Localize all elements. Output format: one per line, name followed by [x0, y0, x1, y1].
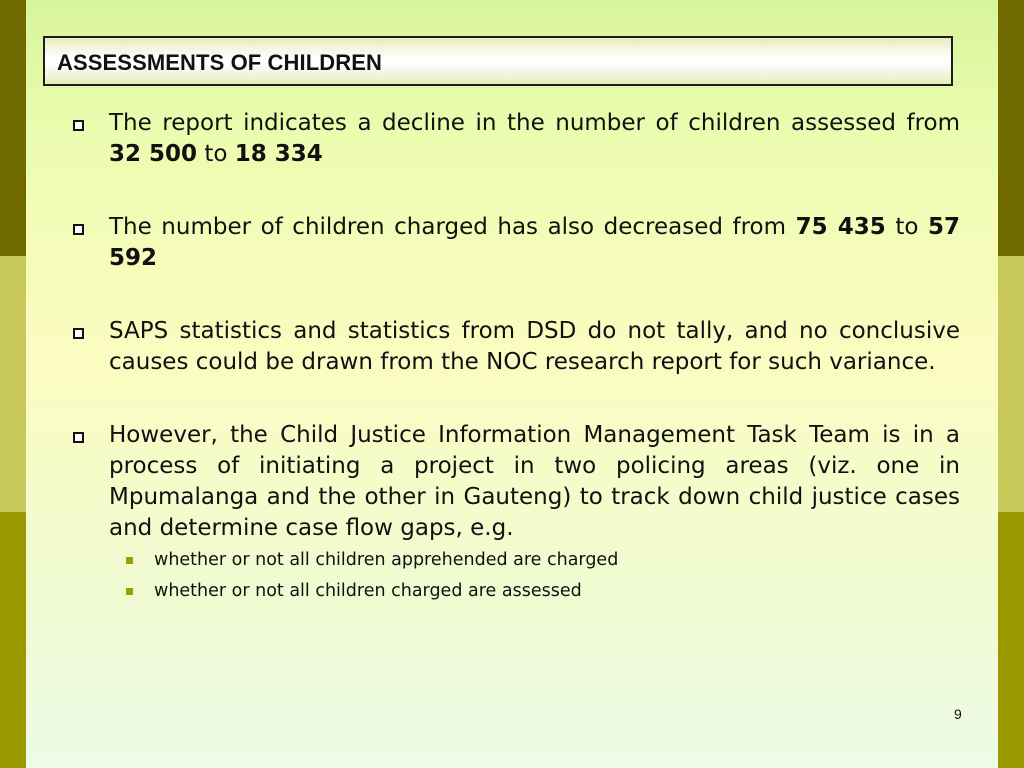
- sub-bullet-item: [70, 546, 960, 575]
- bullet-text: SAPS statistics and statistics from DSD do not tally, and no conclusive causes could be drawn from the NOC research report for such variance.: [109, 318, 960, 375]
- hollow-square-bullet-icon: [73, 328, 84, 339]
- title-box: [43, 36, 953, 86]
- right-band-middle: [998, 256, 1024, 512]
- filled-square-bullet-icon: [126, 588, 133, 595]
- filled-square-bullet-icon: [126, 557, 133, 564]
- page-number: 9: [954, 706, 962, 722]
- bullet-list: [70, 108, 960, 606]
- bullet-item: [70, 212, 960, 274]
- sub-bullet-text: whether or not all children charged are assessed: [154, 581, 582, 601]
- bullet-number: 32 500: [109, 141, 198, 167]
- left-band-middle: [0, 256, 26, 512]
- bullet-text: The report indicates a decline in the number of children assessed from: [109, 110, 960, 136]
- bullet-number: 75 435: [795, 214, 886, 240]
- hollow-square-bullet-icon: [73, 224, 84, 235]
- sub-bullet-text: whether or not all children apprehended are charged: [154, 550, 619, 570]
- bullet-item: [70, 108, 960, 170]
- bullet-text: to: [197, 141, 235, 167]
- bullet-item: [70, 420, 960, 544]
- bullet-text: However, the Child Justice Information Management Task Team is in a process of initiating a project in two policing areas (viz. one in Mpumalanga and the other in Gauteng) to track down child justice cases and determine case flow gaps, e.g.: [109, 422, 960, 541]
- right-band-top: [998, 0, 1024, 256]
- hollow-square-bullet-icon: [73, 432, 84, 443]
- sub-bullet-item: [70, 577, 960, 606]
- hollow-square-bullet-icon: [73, 120, 84, 131]
- bullet-text: to: [885, 214, 928, 240]
- bullet-number: 57 592: [109, 214, 960, 271]
- slide-title: ASSESSMENTS OF CHILDREN: [57, 50, 382, 75]
- right-band-bottom: [998, 512, 1024, 768]
- bullet-number: 18 334: [234, 141, 323, 167]
- bullet-text: The number of children charged has also decreased from: [109, 214, 796, 240]
- bullet-item: [70, 316, 960, 378]
- left-band-bottom: [0, 512, 26, 768]
- left-band-top: [0, 0, 26, 256]
